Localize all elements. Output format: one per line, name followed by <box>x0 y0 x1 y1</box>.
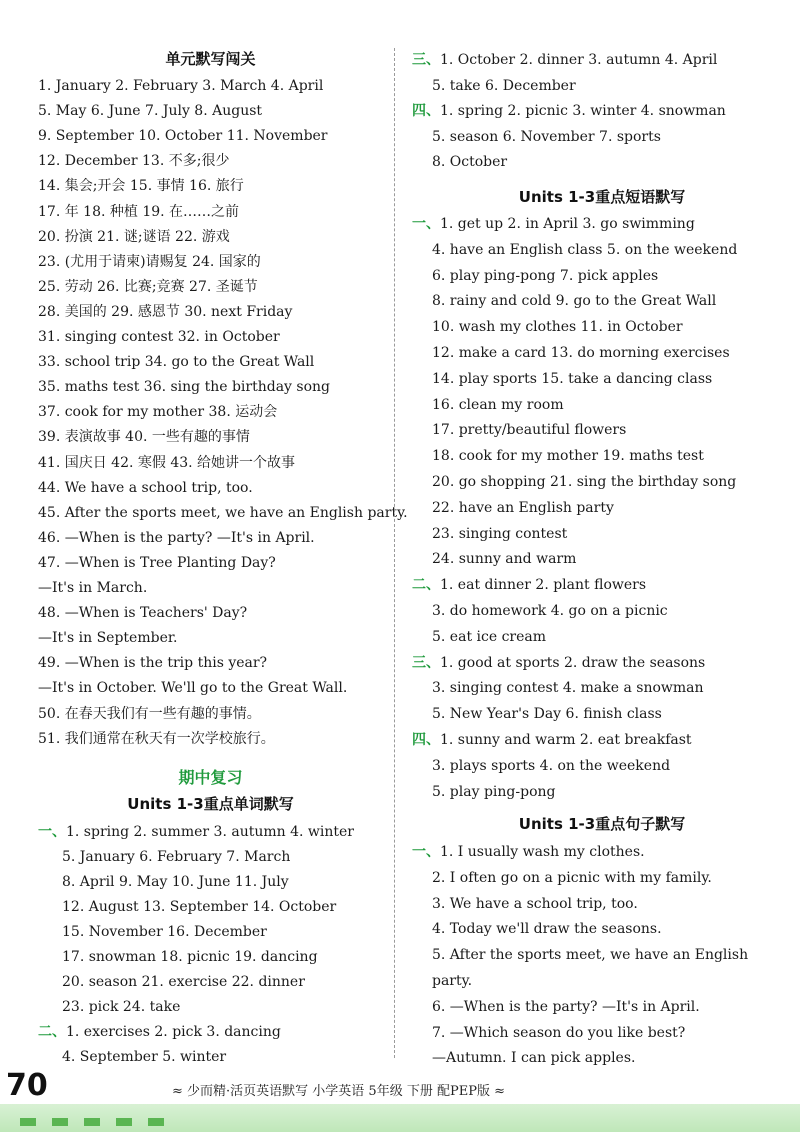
answer-line: 23. (尤用于请柬)请赐复 24. 国家的 <box>38 253 261 270</box>
answer-line <box>62 897 336 917</box>
answer-line: 31. singing contest 32. in October <box>38 329 280 345</box>
question-number-mark: 二、 <box>412 577 440 594</box>
answer-line: 44. We have a school trip, too. <box>38 479 253 496</box>
answer-line <box>412 842 645 862</box>
answer-line: 1. January 2. February 3. March 4. April <box>38 78 324 94</box>
answer-text: 5. play ping-pong <box>432 783 556 800</box>
answer-text: 4. have an English class 5. on the weekend <box>432 241 738 258</box>
answer-text: 17. pretty/beautiful flowers <box>432 422 627 439</box>
answer-text: 1. good at sports 2. draw the seasons <box>440 654 706 671</box>
answer-line: 14. 集会;开会 15. 事情 16. 旅行 <box>38 178 244 195</box>
section-title-phrases: Units 1-3重点短语默写 <box>518 188 686 206</box>
answer-line: 49. —When is the trip this year? <box>38 655 268 672</box>
answer-line <box>432 627 546 647</box>
answer-line <box>432 868 712 888</box>
footer-dash <box>84 1118 100 1126</box>
answer-line: 46. —When is the party? —It's in April. <box>38 529 315 546</box>
answer-line <box>412 50 717 70</box>
answer-line: 25. 劳动 26. 比赛;竞赛 27. 圣诞节 <box>38 278 258 295</box>
answer-text: —Autumn. I can pick apples. <box>432 1050 636 1067</box>
answer-line <box>432 266 658 286</box>
footer-dash <box>148 1118 164 1126</box>
answer-line <box>432 997 700 1017</box>
answer-text: 1. I usually wash my clothes. <box>440 844 645 860</box>
answer-line <box>432 601 668 621</box>
answer-line <box>62 947 318 967</box>
answer-text: 1. spring 2. summer 3. autumn 4. winter <box>66 824 354 840</box>
question-number-mark: 一、 <box>412 216 440 232</box>
answer-text: 1. spring 2. picnic 3. winter 4. snowman <box>440 103 726 120</box>
answer-line: 12. December 13. 不多;很少 <box>38 153 230 170</box>
footer-book-title: ≈ 少而精·活页英语默写 小学英语 5年级 下册 配PEP版 ≈ <box>172 1084 505 1099</box>
answer-text: 24. sunny and warm <box>432 551 577 568</box>
answer-text: 2. I often go on a picnic with my family. <box>432 869 712 886</box>
answer-line <box>432 782 555 802</box>
column-divider <box>394 48 395 1058</box>
answer-line <box>412 730 692 750</box>
answer-text: 5. New Year's Day 6. finish class <box>432 706 662 723</box>
answer-text: 6. play ping-pong 7. pick apples <box>432 267 659 284</box>
answer-line <box>432 498 614 518</box>
answer-line: —It's in March. <box>38 580 148 596</box>
answer-text: 5. take 6. December <box>432 77 576 94</box>
answer-line <box>62 997 180 1017</box>
answer-text: 5. January 6. February 7. March <box>62 849 291 865</box>
answer-text: 20. season 21. exercise 22. dinner <box>62 974 305 990</box>
answer-line <box>432 127 661 147</box>
answer-text: 8. April 9. May 10. June 11. July <box>62 874 289 890</box>
answer-line <box>432 343 730 363</box>
answer-line <box>432 678 704 698</box>
footer-dash <box>20 1118 36 1126</box>
answer-text: 18. cook for my mother 19. maths test <box>432 448 704 465</box>
answer-text: 10. wash my clothes 11. in October <box>432 319 683 336</box>
answer-line <box>432 152 507 172</box>
answer-line: —It's in October. We'll go to the Great Wall. <box>38 680 348 697</box>
answer-line: —It's in September. <box>38 630 178 647</box>
answer-line <box>432 446 704 466</box>
answer-line <box>432 395 564 415</box>
answer-line <box>432 420 626 440</box>
question-number-mark: 三、 <box>412 52 440 68</box>
question-number-mark: 一、 <box>38 824 66 840</box>
answer-line: 48. —When is Teachers' Day? <box>38 605 248 622</box>
answer-text: 4. Today we'll draw the seasons. <box>432 921 662 938</box>
section-title-unit-dictation: 单元默写闯关 <box>165 50 256 68</box>
section-title-sentences: Units 1-3重点句子默写 <box>518 815 686 833</box>
answer-line <box>432 472 736 492</box>
answer-text: 8. October <box>432 154 508 171</box>
answer-line <box>412 101 726 121</box>
question-number-mark: 一、 <box>412 844 440 860</box>
answer-line: 50. 在春天我们有一些有趣的事情。 <box>38 705 261 722</box>
answer-text: 14. play sports 15. take a dancing class <box>432 370 713 387</box>
answer-text: 12. August 13. September 14. October <box>62 899 337 915</box>
answer-line <box>432 240 737 260</box>
answer-text: 22. have an English party <box>432 499 614 516</box>
answer-line: 39. 表演故事 40. 一些有趣的事情 <box>38 429 250 446</box>
question-number-mark: 四、 <box>412 732 440 748</box>
answer-text: 3. singing contest 4. make a snowman <box>432 680 704 697</box>
answer-line: 51. 我们通常在秋天有一次学校旅行。 <box>38 730 275 747</box>
answer-text: 6. —When is the party? —It's in April. <box>432 998 700 1015</box>
page-number: 70 <box>6 1068 48 1103</box>
page-footer <box>0 1062 800 1132</box>
answer-text: 5. After the sports meet, we have an English <box>432 947 749 964</box>
section-title-midterm-review: 期中复习 <box>178 768 243 787</box>
question-number-mark: 二、 <box>38 1024 66 1040</box>
answer-text: 5. eat ice cream <box>432 628 547 645</box>
question-number-mark: 三、 <box>412 654 440 671</box>
answer-line <box>432 945 748 965</box>
answer-line <box>432 704 662 724</box>
answer-text: 5. season 6. November 7. sports <box>432 128 661 145</box>
answer-line: 35. maths test 36. sing the birthday song <box>38 379 331 396</box>
footer-dash <box>52 1118 68 1126</box>
answer-text: 23. singing contest <box>432 525 568 542</box>
answer-text: 1. eat dinner 2. plant flowers <box>440 577 647 594</box>
answer-line <box>432 1023 685 1043</box>
answer-text: 4. September 5. winter <box>62 1049 227 1065</box>
answer-line <box>412 575 646 595</box>
answer-text: 16. clean my room <box>432 396 564 413</box>
answer-line <box>432 756 670 776</box>
answer-text: 20. go shopping 21. sing the birthday song <box>432 474 737 490</box>
footer-dash <box>116 1118 132 1126</box>
section-title-vocab: Units 1-3重点单词默写 <box>127 795 294 813</box>
answer-text: 3. We have a school trip, too. <box>432 895 638 912</box>
answer-text: 8. rainy and cold 9. go to the Great Wall <box>432 293 717 310</box>
answer-line <box>432 291 716 311</box>
answer-line: 41. 国庆日 42. 寒假 43. 给她讲一个故事 <box>38 454 296 471</box>
answer-line: 33. school trip 34. go to the Great Wall <box>38 354 315 371</box>
answer-text: 7. —Which season do you like best? <box>432 1024 686 1041</box>
answer-text: 12. make a card 13. do morning exercises <box>432 345 730 361</box>
answer-text: 3. plays sports 4. on the weekend <box>432 757 671 774</box>
answer-line: 5. May 6. June 7. July 8. August <box>38 103 263 120</box>
answer-text: 1. exercises 2. pick 3. dancing <box>66 1024 281 1040</box>
answer-line <box>38 822 354 842</box>
answer-line <box>62 922 267 942</box>
answer-text: 23. pick 24. take <box>62 999 181 1015</box>
answer-line <box>432 894 638 914</box>
answer-line <box>432 369 712 389</box>
question-number-mark: 四、 <box>412 103 440 120</box>
answer-line <box>412 214 695 234</box>
answer-line <box>38 1022 281 1042</box>
answer-line: 47. —When is Tree Planting Day? <box>38 554 276 571</box>
answer-line <box>432 919 662 939</box>
answer-text: 17. snowman 18. picnic 19. dancing <box>62 949 318 965</box>
answer-line <box>62 847 290 867</box>
answer-text: 1. sunny and warm 2. eat breakfast <box>440 732 692 748</box>
answer-text: 1. get up 2. in April 3. go swimming <box>440 216 695 232</box>
answer-line: 37. cook for my mother 38. 运动会 <box>38 404 278 421</box>
answer-line <box>432 971 472 991</box>
answer-text: 1. October 2. dinner 3. autumn 4. April <box>440 52 718 68</box>
answer-line <box>62 972 305 992</box>
answer-line: 9. September 10. October 11. November <box>38 128 328 145</box>
answer-line <box>432 549 576 569</box>
answer-line <box>412 653 705 673</box>
answer-line <box>432 317 683 337</box>
answer-line <box>62 872 289 892</box>
answer-line: 20. 扮演 21. 谜;谜语 22. 游戏 <box>38 228 230 245</box>
answer-line: 17. 年 18. 种植 19. 在……之前 <box>38 203 240 220</box>
answer-line <box>432 76 576 96</box>
answer-line: 28. 美国的 29. 感恩节 30. next Friday <box>38 303 293 320</box>
answer-line: 45. After the sports meet, we have an English party. <box>38 504 408 521</box>
answer-text: 3. do homework 4. go on a picnic <box>432 603 668 619</box>
answer-text: 15. November 16. December <box>62 924 267 940</box>
answer-line <box>432 524 567 544</box>
answer-text: party. <box>432 973 473 989</box>
